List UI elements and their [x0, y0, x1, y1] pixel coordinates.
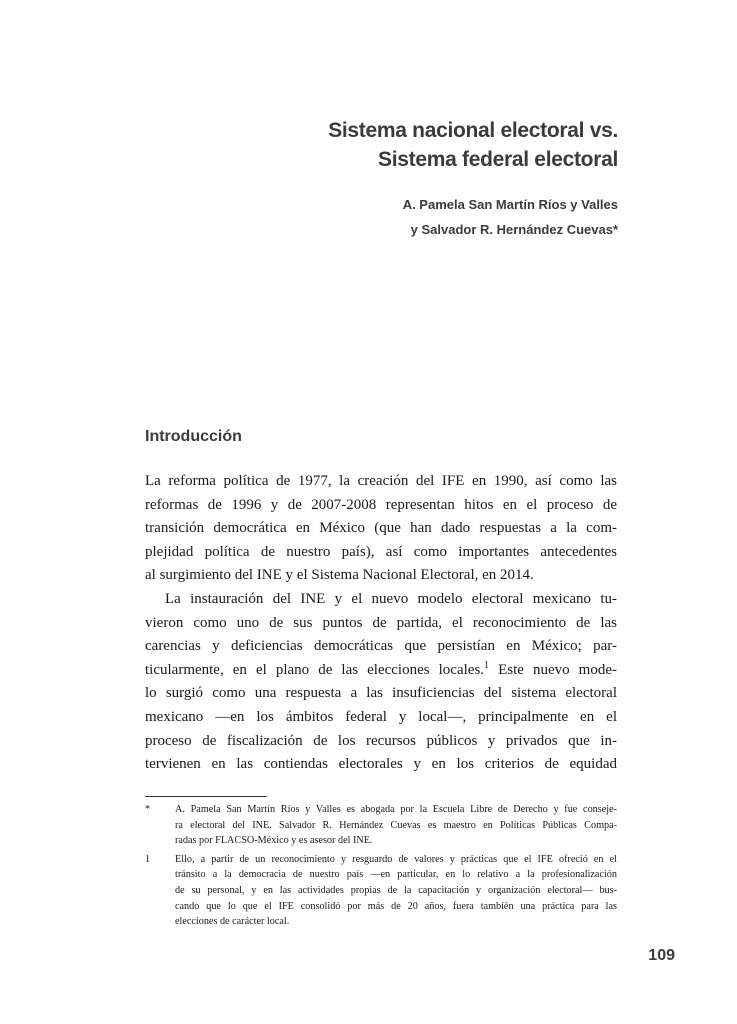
footnote-text: [175, 852, 617, 930]
text-line: transición democrática en México (que han dado respuestas a la com-: [145, 520, 617, 537]
section-heading: Introducción: [145, 428, 242, 445]
text-line: La instauración del INE y el nuevo modelo electoral mexicano tu-: [165, 590, 617, 607]
text-line: tervienen en las contiendas electorales y en los criterios de equidad: [145, 756, 617, 773]
footnote-line: cando que lo que el IFE consolidó por más de 20 años, fuera también una práctica para las: [175, 900, 617, 912]
text-line: plejidad política de nuestro país), así como importantes antecedentes: [145, 543, 617, 560]
text-segment: ticularmente, en el plano de las elecciones locales.: [145, 661, 485, 678]
text-line: vieron como uno de sus puntos de partida, el reconocimiento de las: [145, 614, 617, 631]
author-line-2: y Salvador R. Hernández Cuevas*: [410, 222, 618, 237]
author-line-1: A. Pamela San Martín Ríos y Valles: [402, 197, 618, 212]
footnote-ref-1[interactable]: 1: [484, 659, 490, 671]
text-segment: Este nuevo mode-: [489, 661, 617, 678]
text-line: mexicano —en los ámbitos federal y local—, principalmente en el: [145, 708, 617, 725]
footnote-text: [175, 802, 617, 849]
footnotes: [145, 802, 617, 933]
paragraph-1: [145, 470, 617, 588]
footnote-line: Ello, a partir de un reconocimiento y resguardo de valores y prácticas que el IFE ofreció en el: [175, 853, 617, 865]
paragraph-2: [145, 588, 617, 777]
footnote-line: de su personal, y en las actividades propias de la capacitación y organización electoral— bus-: [175, 884, 617, 896]
footnote-marker: *: [145, 804, 150, 815]
chapter-title-line-2: Sistema federal electoral: [378, 148, 618, 171]
footnote-line: radas por FLACSO-México y es asesor del INE.: [175, 835, 373, 847]
text-line: carencias y deficiencias democráticas que persistían en México; par-: [145, 638, 617, 655]
text-line: lo surgió como una respuesta a las insuficiencias del sistema electoral: [145, 685, 617, 702]
text-line: proceso de fiscalización de los recursos públicos y privados que in-: [145, 732, 617, 749]
footnote-line: A. Pamela San Martín Ríos y Valles es abogada por la Escuela Libre de Derecho y fue conseje-: [175, 804, 617, 815]
footnote-divider: [145, 796, 267, 797]
footnote-marker: 1: [145, 853, 150, 865]
body-text: [145, 470, 617, 777]
chapter-title-line-1: Sistema nacional electoral vs.: [328, 119, 618, 142]
footnote-line: elecciones de carácter local.: [175, 916, 290, 928]
text-line: La reforma política de 1977, la creación del IFE en 1990, así como las: [145, 473, 617, 489]
title-block: [300, 116, 618, 242]
footnote-line: tránsito a la democracia de nuestro país —en particular, en lo relativo a la profesionalización: [175, 869, 617, 881]
footnote-line: ra electoral del INE. Salvador R. Hernández Cuevas es maestro en Políticas Públicas Compa-: [175, 819, 617, 831]
page-number: 109: [648, 947, 675, 964]
authors: [300, 192, 618, 242]
text-line: [145, 659, 617, 683]
text-line: reformas de 1996 y de 2007-2008 representan hitos en el proceso de: [145, 496, 617, 513]
footnote-1: [145, 852, 617, 930]
footnote-author: [145, 802, 617, 849]
text-line: al surgimiento del INE y el Sistema Nacional Electoral, en 2014.: [145, 567, 534, 584]
